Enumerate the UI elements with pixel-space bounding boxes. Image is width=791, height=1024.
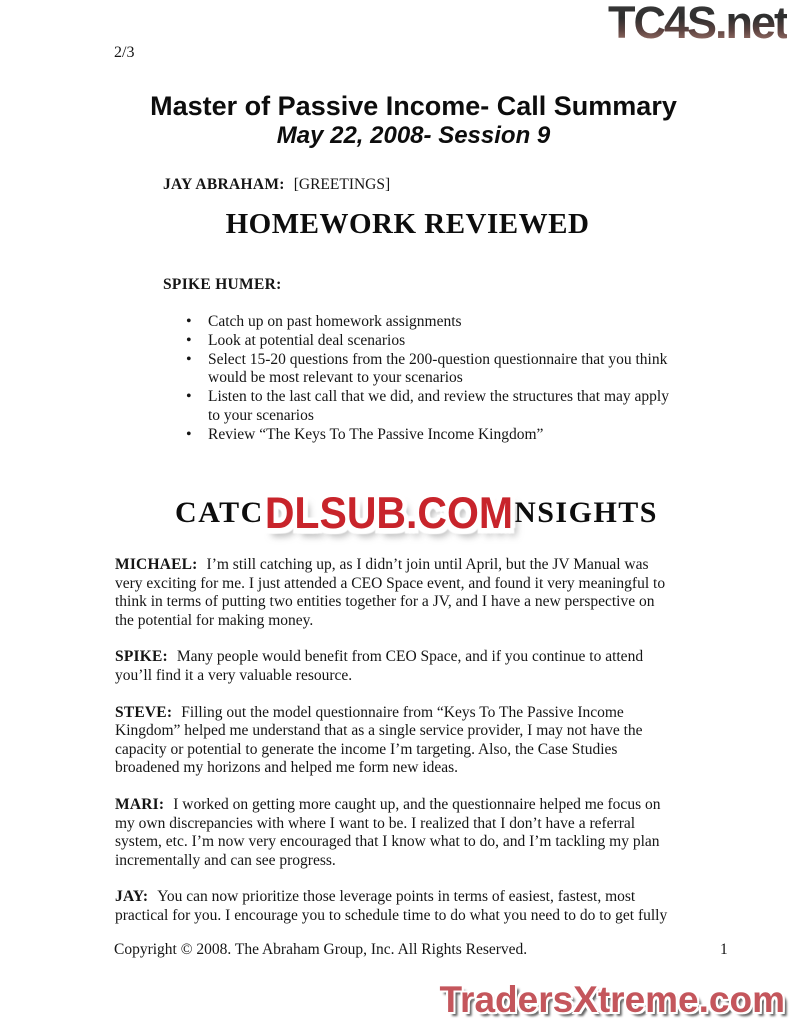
tradersxtreme-watermark: TradersXtreme.com — [439, 979, 785, 1020]
paragraph-jay — [115, 888, 677, 925]
catchup-insights-heading — [21, 483, 791, 543]
paragraph-text: I worked on getting more caught up, and the questionnaire helped me focus on my own discrepancies with where I want to be. I realized that I don’t have a referral system, etc. I’m now very encouraged that I know what to do, and I’m tackling my plan incrementally and can see progress. — [115, 795, 661, 869]
homework-list-item: • Listen to the last call that we did, and review the structures that may apply to your scenarios — [208, 388, 680, 426]
dlsub-watermark: DLSUB.COM — [264, 487, 514, 538]
heading-fragment-right: NSIGHTS — [514, 496, 658, 529]
speaker-spike-humer-label: SPIKE HUMER: — [163, 276, 282, 293]
paragraph-text: I’m still catching up, as I didn’t join until April, but the JV Manual was very exciting for me. I just attended a CEO Space event, and found it very meaningful to think in terms of putting two entities together for a JV, and I have a new perspective on the potential for making money. — [115, 556, 666, 629]
paragraph-text: You can now prioritize those leverage points in terms of easiest, fastest, most practical for you. I encourage you to schedule time to do what you need to do to get fully — [115, 888, 668, 924]
paragraph-mari — [115, 796, 677, 870]
speaker-jay-abraham-label: JAY ABRAHAM: — [163, 176, 285, 193]
homework-list-item: • Review “The Keys To The Passive Income Kingdom” — [208, 426, 680, 445]
homework-list-item: • Look at potential deal scenarios — [208, 332, 680, 351]
paragraph-text: Filling out the model questionnaire from “Keys To The Passive Income Kingdom” helped me understand that as a single service provider, I may not have the capacity or potential to generate the income I’m targeting. Also, the Case Studies broadened my horizons and helped me form new ideas. — [115, 703, 643, 777]
heading-fragment-left: CATC — [175, 496, 264, 529]
document-subtitle: May 22, 2008- Session 9 — [276, 122, 551, 150]
speaker-mari-label: MARI: — [115, 795, 165, 813]
document-title: Master of Passive Income- Call Summary — [150, 91, 677, 121]
speaker-jay-label: JAY: — [115, 888, 149, 906]
greeting-text: [GREETINGS] — [293, 176, 391, 193]
speaker-spike-label: SPIKE: — [115, 648, 168, 666]
title-block — [18, 91, 791, 151]
paragraph-text: Many people would benefit from CEO Space, and if you continue to attend you’ll find it a very valuable resource. — [115, 648, 644, 684]
speaker-michael-label: MICHAEL: — [115, 556, 198, 573]
homework-list-item: • Select 15-20 questions from the 200-question questionnaire that you think would be most relevant to your scenarios — [208, 351, 680, 389]
homework-list-item: • Catch up on past homework assignments — [208, 313, 680, 332]
greeting-line — [163, 176, 390, 194]
paragraph-michael — [115, 556, 677, 630]
footer-page-number: 1 — [720, 941, 728, 958]
homework-list — [208, 313, 680, 444]
transcript-body — [115, 556, 677, 944]
page-indicator: 2/3 — [114, 44, 135, 61]
footer-copyright: Copyright © 2008. The Abraham Group, Inc. All Rights Reserved. — [114, 941, 528, 958]
paragraph-steve — [115, 704, 677, 778]
paragraph-spike — [115, 648, 677, 685]
homework-reviewed-heading: HOMEWORK REVIEWED — [225, 208, 590, 240]
speaker-steve-label: STEVE: — [115, 703, 173, 721]
tc4s-watermark-logo: TC4S.net — [607, 0, 787, 48]
